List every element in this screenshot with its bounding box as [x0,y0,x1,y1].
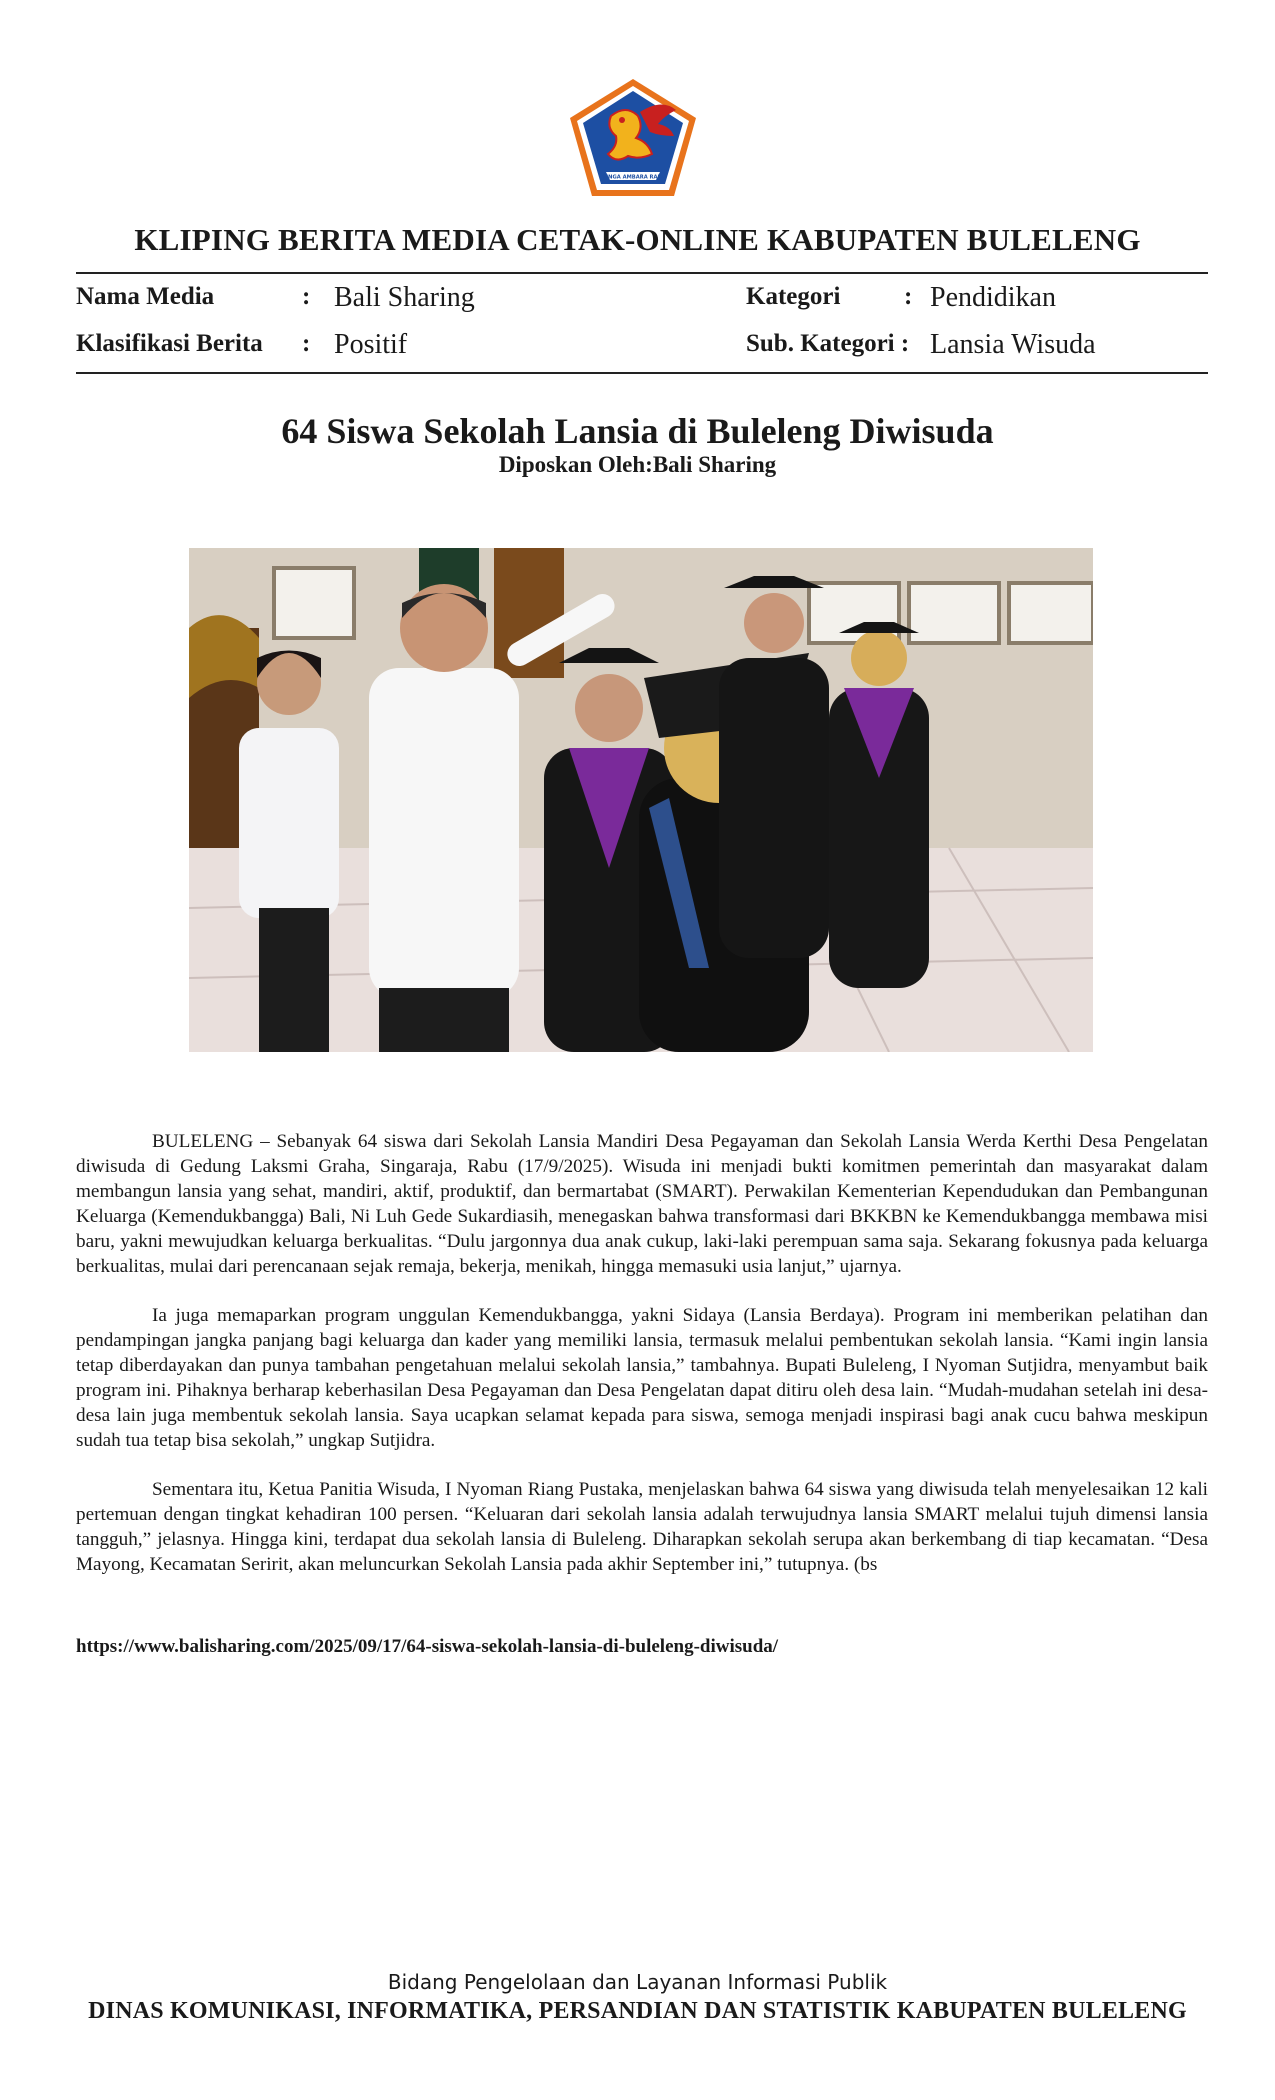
nama-media-label: Nama Media [76,283,215,310]
article-byline: Diposkan Oleh:Bali Sharing [498,452,777,477]
article-paragraph-3: Sementara itu, Ketua Panitia Wisuda, I Nyoman Riang Pustaka, menjelaskan bahwa 64 siswa yang diwisuda telah menyelesaikan 12 kali pertemuan dengan tingkat kehadiran 100 persen. “Keluaran dari sekolah lansia adalah terwujudnya lansia SMART melalui tujuh dimensi lansia tangguh,” jelasnya. Hingga kini, terdapat dua sekolah lansia di Buleleng. Diharapkan sekolah serupa akan berkembang di tiap kecamatan. “Desa Mayong, Kecamatan Seririt, akan meluncurkan Sekolah Lansia pada akhir September ini,” tutupnya. (bs [76,1479,1208,1575]
klasifikasi-berita-label: Klasifikasi Berita [76,330,263,357]
singa-ambara-raja-emblem-icon [566,76,700,200]
article-photo-graduation-ceremony [189,548,1093,1052]
nama-media-value: Bali Sharing [334,282,475,313]
article-title: 64 Siswa Sekolah Lansia di Buleleng Diwisuda [281,411,994,451]
sub-kategori-label: Sub. Kategori : [746,330,910,357]
buleleng-regency-logo [566,76,700,200]
clipping-header-title: KLIPING BERITA MEDIA CETAK-ONLINE KABUPATEN BULELENG [134,222,1141,257]
footer-office-name: DINAS KOMUNIKASI, INFORMATIKA, PERSANDIAN DAN STATISTIK KABUPATEN BULELENG [88,1998,1187,2024]
klasifikasi-berita-value: Positif [334,329,408,360]
sub-kategori-value: Lansia Wisuda [930,329,1096,360]
nama-media-colon: : [302,283,311,310]
article-paragraph-2: Ia juga memaparkan program unggulan Kemendukbangga, yakni Sidaya (Lansia Berdaya). Program ini memberikan pelatihan dan pendampingan jangka panjang bagi keluarga dan kader yang memiliki lansia, termasuk melalui pembentukan sekolah lansia. “Kami ingin lansia tetap diberdayakan dan punya tambahan pengetahuan melalui sekolah lansia,” tambahnya. Bupati Buleleng, I Nyoman Sutjidra, menyambut baik program ini. Pihaknya berharap keberhasilan Desa Pegayaman dan Desa Pengelatan dapat ditiru oleh desa lain. “Mudah-mudahan setelah ini desa-desa lain juga membentuk sekolah lansia. Saya ucapkan selamat kepada para siswa, semoga menjadi inspirasi bagi anak cucu bahwa meskipun sudah tua tetap bisa sekolah,” ungkap Sutjidra. [76,1305,1208,1451]
kategori-value: Pendidikan [930,282,1056,313]
article-paragraph-1: BULELENG – Sebanyak 64 siswa dari Sekolah Lansia Mandiri Desa Pegayaman dan Sekolah Lansia Werda Kerthi Desa Pengelatan diwisuda di Gedung Laksmi Graha, Singaraja, Rabu (17/9/2025). Wisuda ini menjadi bukti komitmen pemerintah dan masyarakat dalam membangun lansia yang sehat, mandiri, aktif, produktif, dan bermartabat (SMART). Perwakilan Kementerian Kependudukan dan Pembangunan Keluarga (Kemendukbangga) Bali, Ni Luh Gede Sukardiasih, menegaskan bahwa transformasi dari BKKBN ke Kemendukbangga membawa misi baru, yakni mewujudkan keluarga berkualitas. “Dulu jargonnya dua anak cukup, laki-laki perempuan sama saja. Sekarang fokusnya pada keluarga berkualitas, mulai dari perencanaan sejak remaja, bekerja, menikah, hingga memasuki usia lanjut,” ujarnya. [76,1131,1208,1277]
logo-text: SINGA AMBARA RAJA [602,174,664,181]
article-body [76,1129,1208,1601]
footer-department: Bidang Pengelolaan dan Layanan Informasi Publik [387,1970,888,1994]
kategori-colon: : [904,283,913,310]
klasifikasi-colon: : [302,330,311,357]
kategori-label: Kategori [746,283,841,310]
source-link[interactable]: https://www.balisharing.com/2025/09/17/64-siswa-sekolah-lansia-di-buleleng-diwisuda/ [76,1636,779,1657]
header-divider-bottom [76,372,1208,374]
header-divider-top [76,272,1208,274]
